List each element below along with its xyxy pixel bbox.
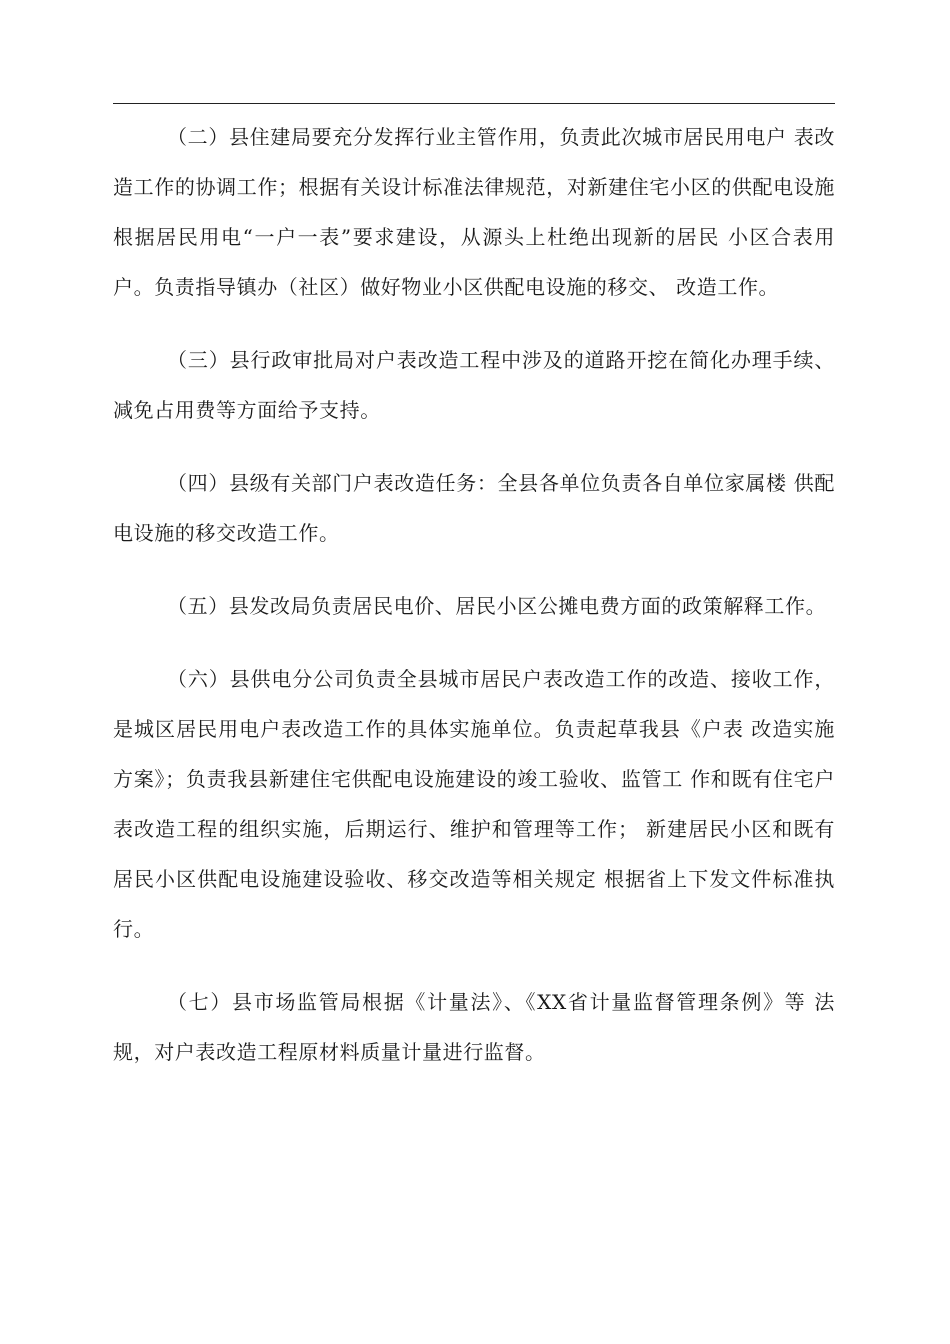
header-rule — [113, 103, 835, 104]
paragraph-4: （四）县级有关部门户表改造任务：全县各单位负责各自单位家属楼 供配电设施的移交改造工作。 — [113, 471, 835, 545]
paragraph-3: （三）县行政审批局对户表改造工程中涉及的道路开挖在简化办理手续、减免占用费等方面给予支持。 — [113, 348, 835, 422]
document-body — [113, 112, 835, 1077]
paragraph-6: （六）县供电分公司负责全县城市居民户表改造工作的改造、接收工作，是城区居民用电户表改造工作的具体实施单位。负责起草我县《户表 改造实施方案》；负责我县新建住宅供配电设施建设的竣工验收、监管工 作和既有住宅户表改造工程的组织实施，后期运行、维护和管理等工作； 新建居民小区和既有居民小区供配电设施建设验收、移交改造等相关规定 根据省上下发文件标准执行。 — [113, 667, 835, 941]
paragraph-7: （七）县市场监管局根据《计量法》、《XX省计量监督管理条例》等 法规，对户表改造工程原材料质量计量进行监督。 — [113, 990, 835, 1064]
paragraph-2: （二）县住建局要充分发挥行业主管作用，负责此次城市居民用电户 表改造工作的协调工作；根据有关设计标准法律规范，对新建住宅小区的供配电设施根据居民用电“一户一表”要求建设，从源头上杜绝出现新的居民 小区合表用户。负责指导镇办（社区）做好物业小区供配电设施的移交、 改造工作。 — [113, 125, 835, 299]
paragraph-5: （五）县发改局负责居民电价、居民小区公摊电费方面的政策解释工作。 — [167, 594, 827, 618]
